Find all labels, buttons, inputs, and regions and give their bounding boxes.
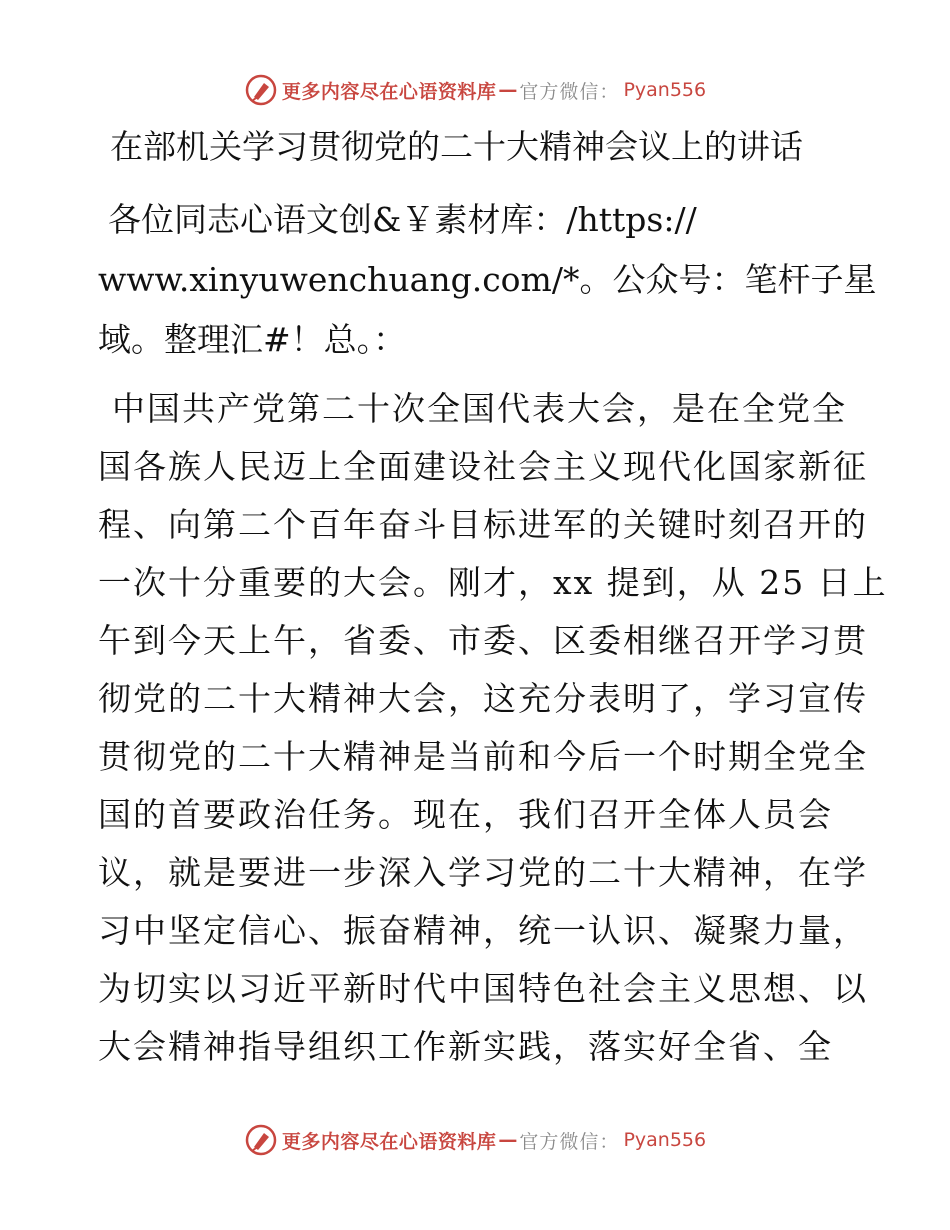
body-line: 习中坚定信心、振奋精神，统一认识、凝聚力量， xyxy=(98,911,868,950)
body-line: 国各族人民迈上全面建设社会主义现代化国家新征 xyxy=(98,447,868,486)
body-line: 午到今天上午，省委、市委、区委相继召开学习贯 xyxy=(98,621,868,660)
body-line: 为切实以习近平新时代中国特色社会主义思想、以 xyxy=(98,969,868,1008)
body-line: 彻党的二十大精神大会，这充分表明了，学习宣传 xyxy=(98,679,868,718)
banner-official-label: 官方微信： xyxy=(519,1130,620,1153)
body-line: 中国共产党第二十次全国代表大会，是在全党全 xyxy=(112,389,847,428)
pen-nib-logo-icon xyxy=(244,1123,278,1157)
banner-official-label: 官方微信： xyxy=(519,80,620,103)
pen-nib-logo-icon xyxy=(244,73,278,107)
banner-wechat-id: Pyan556 xyxy=(623,1129,707,1151)
banner-separator: — xyxy=(498,79,518,101)
body-line: 贯彻党的二十大精神是当前和今后一个时期全党全 xyxy=(98,737,868,776)
footer-banner xyxy=(0,1120,950,1160)
intro-line: www.xinyuwenchuang.com/*。公众号：笔杆子星 xyxy=(98,260,877,299)
banner-brand-text: 更多内容尽在心语资料库 xyxy=(281,1130,497,1153)
body-line: 大会精神指导组织工作新实践，落实好全省、全 xyxy=(98,1027,833,1066)
banner-wechat-id: Pyan556 xyxy=(623,79,707,101)
intro-line: 各位同志心语文创&￥素材库：/https:// xyxy=(108,200,697,239)
intro-paragraph xyxy=(98,190,877,370)
body-line: 程、向第二个百年奋斗目标进军的关键时刻召开的 xyxy=(98,505,868,544)
banner-brand-text: 更多内容尽在心语资料库 xyxy=(281,80,497,103)
body-line: 议，就是要进一步深入学习党的二十大精神，在学 xyxy=(98,853,868,892)
header-banner xyxy=(0,70,950,110)
intro-line: 域。整理汇#！总。： xyxy=(98,320,407,359)
banner-separator: — xyxy=(498,1129,518,1151)
body-paragraph xyxy=(98,380,888,1076)
body-line: 一次十分重要的大会。刚才，xx 提到，从 25 日上 xyxy=(98,563,888,602)
document-title: 在部机关学习贯彻党的二十大精神会议上的讲话 xyxy=(110,127,803,166)
body-line: 国的首要政治任务。现在，我们召开全体人员会 xyxy=(98,795,833,834)
